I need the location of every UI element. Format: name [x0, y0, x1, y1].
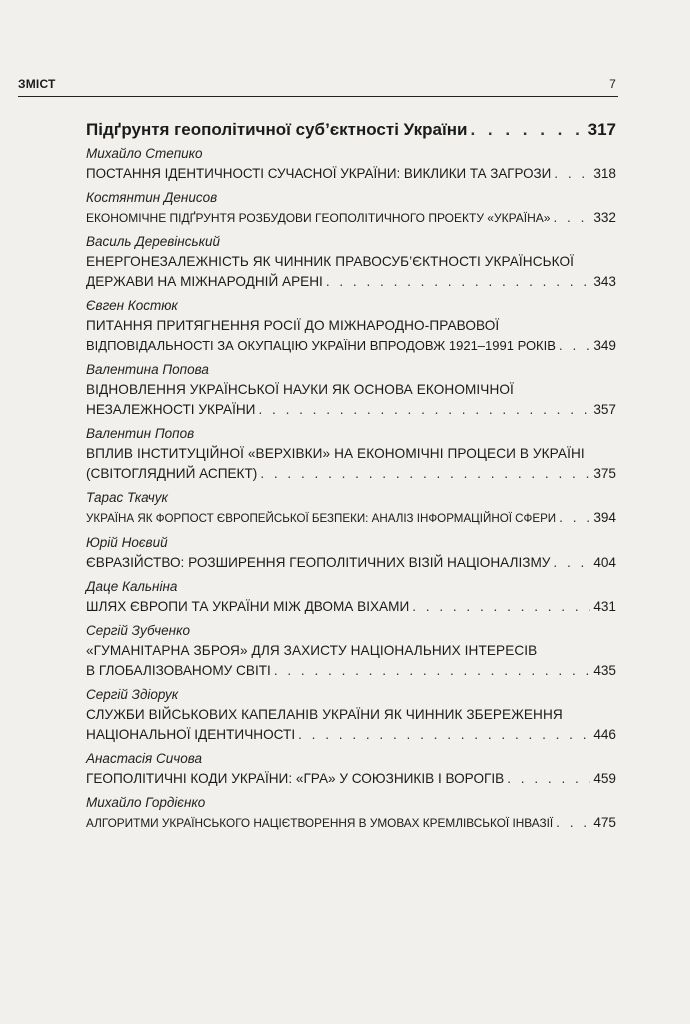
toc-entry: [86, 535, 616, 573]
entry-page: 318: [593, 166, 616, 181]
entry-page: 343: [593, 274, 616, 289]
running-header: [18, 74, 618, 97]
entry-author: Даце Кальніна: [86, 579, 178, 594]
entry-page: 435: [593, 663, 616, 678]
entry-page: 404: [593, 555, 616, 570]
entry-author: Юрій Ноєвий: [86, 535, 168, 550]
dot-leader: [258, 400, 590, 420]
toc-entry: [86, 687, 616, 745]
toc-entry: [86, 623, 616, 681]
dot-leader: [554, 164, 590, 184]
toc-entry: [86, 426, 616, 484]
entry-title-last-line: [86, 272, 616, 292]
entry-author: Михайло Гордієнко: [86, 795, 206, 810]
entry-author: Євген Костюк: [86, 298, 178, 313]
entry-author: Тарас Ткачук: [86, 490, 168, 505]
entry-title-line: НЕЗАЛЕЖНОСТІ УКРАЇНИ: [86, 402, 256, 417]
entry-title-line: ЕКОНОМІЧНЕ ПІДҐРУНТЯ РОЗБУДОВИ ГЕОПОЛІТИЧНОГО ПРОЕКТУ «УКРАЇНА»: [86, 211, 551, 225]
entry-title-line: ЕНЕРГОНЕЗАЛЕЖНІСТЬ ЯК ЧИННИК ПРАВОСУБ’ЄКТНОСТІ УКРАЇНСЬКОЇ: [86, 254, 575, 269]
entry-title-line: СЛУЖБИ ВІЙСЬКОВИХ КАПЕЛАНІВ УКРАЇНИ ЯК ЧИННИК ЗБЕРЕЖЕННЯ: [86, 707, 563, 722]
dot-leader: [553, 553, 590, 573]
entry-author: Костянтин Денисов: [86, 190, 218, 205]
entry-title-last-line: [86, 661, 616, 681]
entry-title-line: ПИТАННЯ ПРИТЯГНЕННЯ РОСІЇ ДО МІЖНАРОДНО-ПРАВОВОЇ: [86, 318, 500, 333]
entry-page: 459: [593, 771, 616, 786]
entry-author: Михайло Степико: [86, 146, 203, 161]
entry-title-line: ГЕОПОЛІТИЧНІ КОДИ УКРАЇНИ: «ГРА» У СОЮЗНИКІВ І ВОРОГІВ: [86, 771, 505, 786]
toc-entry: [86, 490, 616, 529]
entry-title-line: «ГУМАНІТАРНА ЗБРОЯ» ДЛЯ ЗАХИСТУ НАЦІОНАЛЬНИХ ІНТЕРЕСІВ: [86, 643, 538, 658]
entry-page: 394: [593, 510, 616, 525]
dot-leader: [507, 769, 590, 789]
entry-title-line: УКРАЇНА ЯК ФОРПОСТ ЄВРОПЕЙСЬКОЇ БЕЗПЕКИ: АНАЛІЗ ІНФОРМАЦІЙНОЇ СФЕРИ: [86, 512, 557, 525]
table-of-contents: [86, 120, 616, 833]
entry-title-last-line: [86, 508, 616, 529]
dot-leader: [412, 597, 590, 617]
entry-page: 446: [593, 727, 616, 742]
entry-author: Валентин Попов: [86, 426, 195, 441]
entry-title-line: ЄВРАЗІЙСТВО: РОЗШИРЕННЯ ГЕОПОЛІТИЧНИХ ВІЗІЙ НАЦІОНАЛІЗМУ: [86, 555, 551, 570]
toc-entries: [86, 146, 616, 833]
entry-title-line: ДЕРЖАВИ НА МІЖНАРОДНІЙ АРЕНІ: [86, 274, 323, 289]
entry-page: 357: [593, 402, 616, 417]
entry-title-line: АЛГОРИТМИ УКРАЇНСЬКОГО НАЦІЄТВОРЕННЯ В УМОВАХ КРЕМЛІВСЬКОЇ ІНВАЗІЇ: [86, 816, 554, 830]
dot-leader: [298, 725, 590, 745]
entry-title-last-line: [86, 553, 616, 573]
toc-entry: [86, 298, 616, 356]
toc-entry: [86, 146, 616, 184]
entry-author: Анастасія Сичова: [86, 751, 203, 766]
entry-title-last-line: [86, 464, 616, 484]
entry-title-last-line: [86, 597, 616, 617]
entry-title-line: (СВІТОГЛЯДНИЙ АСПЕКТ): [86, 466, 258, 481]
entry-title-last-line: [86, 336, 616, 356]
dot-leader: [260, 464, 590, 484]
entry-title-last-line: [86, 813, 616, 833]
toc-entry: [86, 795, 616, 833]
entry-page: 431: [593, 599, 616, 614]
entry-page: 349: [593, 338, 616, 353]
entry-title-line: ПОСТАННЯ ІДЕНТИЧНОСТІ СУЧАСНОЇ УКРАЇНИ: ВИКЛИКИ ТА ЗАГРОЗИ: [86, 166, 552, 181]
header-page-number: 7: [609, 77, 616, 91]
toc-entry: [86, 190, 616, 228]
entry-author: Валентина Попова: [86, 362, 209, 377]
section-heading: [86, 120, 616, 140]
section-title: Підґрунтя геополітичної суб’єктності України: [86, 120, 468, 139]
header-section-label: ЗМІСТ: [18, 77, 56, 91]
entry-title-last-line: [86, 208, 616, 228]
dot-leader: [326, 272, 591, 292]
dot-leader: [559, 508, 590, 528]
entry-author: Сергій Зубченко: [86, 623, 190, 638]
dot-leader: [553, 208, 590, 228]
entry-title-last-line: [86, 164, 616, 184]
entry-page: 475: [593, 815, 616, 830]
entry-title-line: ВІДПОВІДАЛЬНОСТІ ЗА ОКУПАЦІЮ УКРАЇНИ ВПРОДОВЖ 1921–1991 РОКІВ: [86, 338, 556, 353]
entry-title-last-line: [86, 400, 616, 420]
entry-page: 332: [593, 210, 616, 225]
dot-leader: [556, 813, 590, 833]
toc-entry: [86, 579, 616, 617]
entry-title-line: ШЛЯХ ЄВРОПИ ТА УКРАЇНИ МІЖ ДВОМА ВІХАМИ: [86, 599, 410, 614]
toc-entry: [86, 362, 616, 420]
entry-author: Василь Деревінський: [86, 234, 220, 249]
entry-author: Сергій Здіорук: [86, 687, 179, 702]
entry-title-line: ВПЛИВ ІНСТИТУЦІЙНОЇ «ВЕРХІВКИ» НА ЕКОНОМІЧНІ ПРОЦЕСИ В УКРАЇНІ: [86, 446, 585, 461]
toc-entry: [86, 751, 616, 789]
dot-leader: [470, 120, 584, 140]
dot-leader: [559, 336, 590, 356]
entry-title-line: НАЦІОНАЛЬНОЇ ІДЕНТИЧНОСТІ: [86, 727, 296, 742]
entry-title-line: В ГЛОБАЛІЗОВАНОМУ СВІТІ: [86, 663, 271, 678]
entry-title-line: ВІДНОВЛЕННЯ УКРАЇНСЬКОЇ НАУКИ ЯК ОСНОВА ЕКОНОМІЧНОЇ: [86, 382, 514, 397]
entry-title-last-line: [86, 725, 616, 745]
entry-page: 375: [593, 466, 616, 481]
toc-entry: [86, 234, 616, 292]
entry-title-last-line: [86, 769, 616, 789]
section-page: 317: [587, 120, 616, 139]
dot-leader: [274, 661, 591, 681]
